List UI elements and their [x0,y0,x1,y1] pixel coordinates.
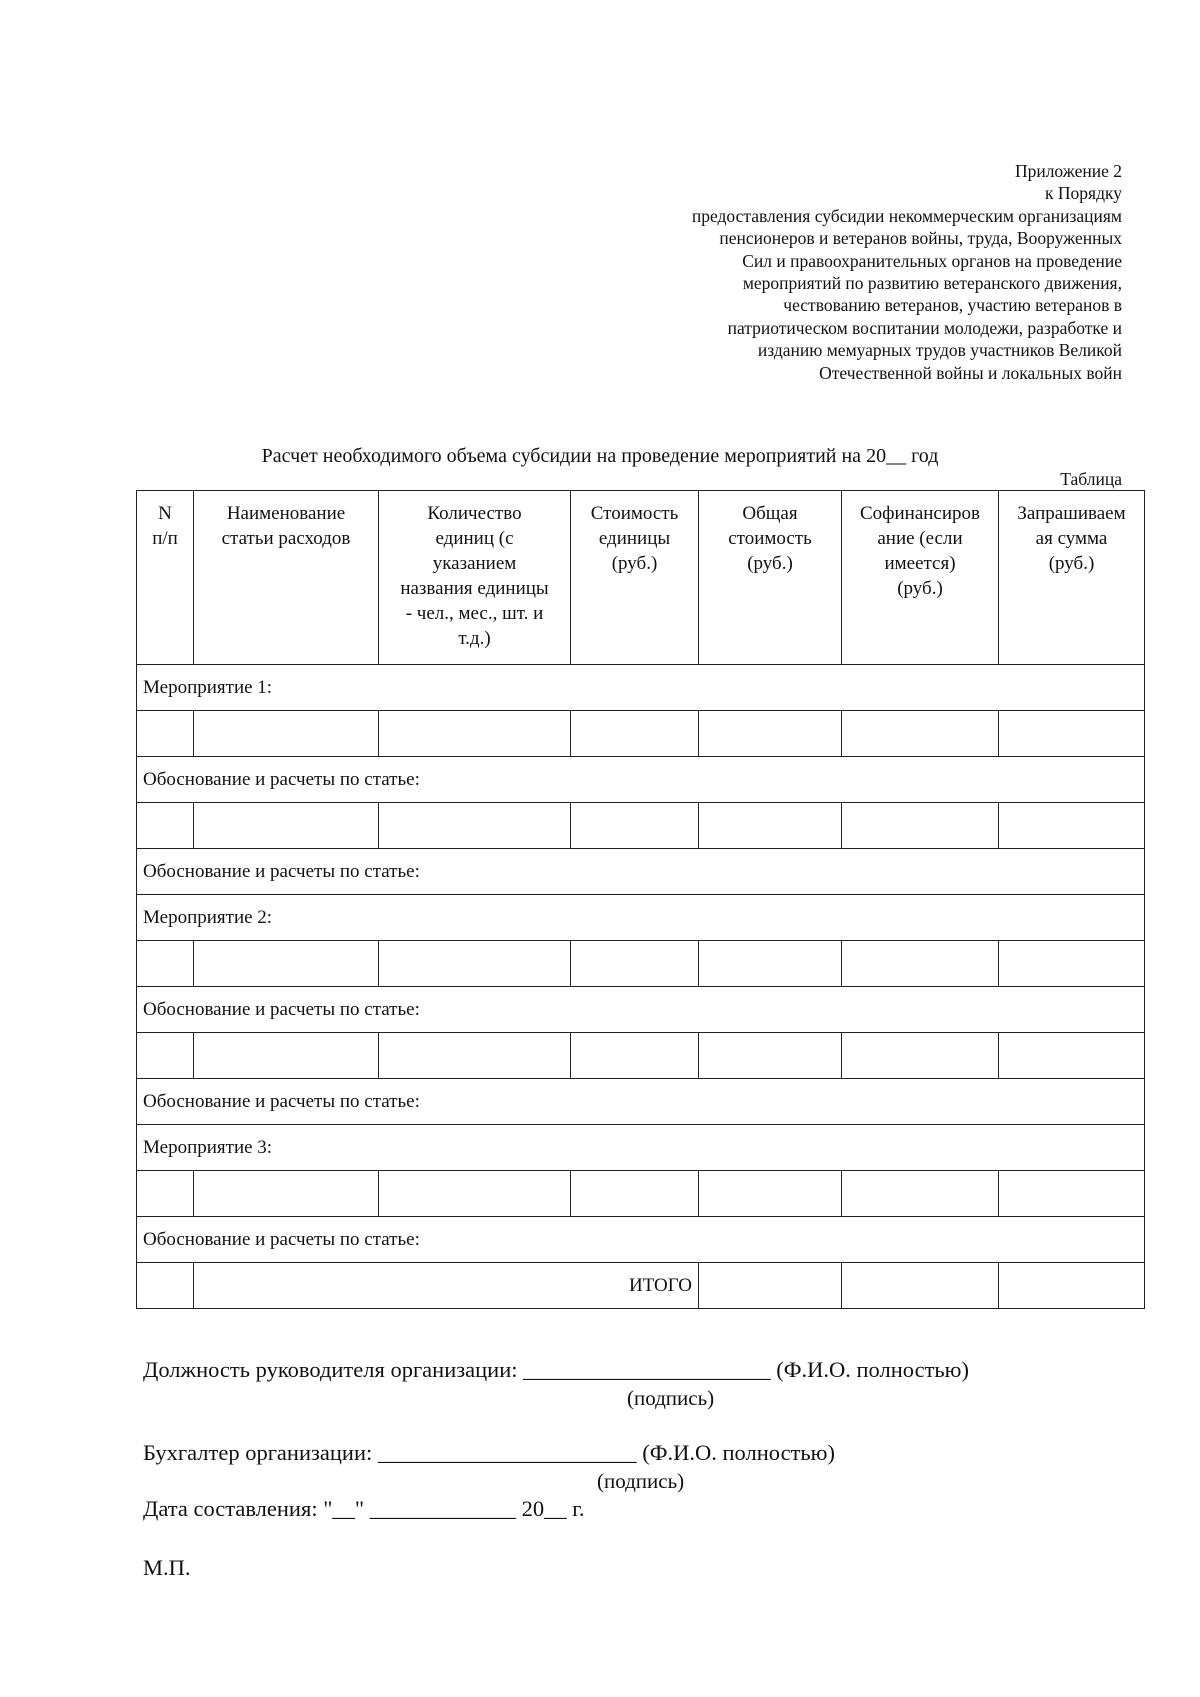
table-cell [842,711,999,757]
table-cell [699,1033,842,1079]
table-header-row [137,491,1145,665]
table-cell [379,1171,571,1217]
table-cell [842,941,999,987]
stamp-mark: М.П. [143,1555,191,1580]
table-row [137,1033,1145,1079]
table-body [137,665,1145,1309]
table-section-row [137,1217,1145,1263]
section-label: Обоснование и расчеты по статье: [137,1217,1145,1263]
section-label: Обоснование и расчеты по статье: [137,1079,1145,1125]
table-cell [137,803,194,849]
appendix-block [562,160,1122,384]
table-cell [194,711,379,757]
table-cell [842,1171,999,1217]
document-title: Расчет необходимого объема субсидии на проведение мероприятий на 20__ год [261,445,939,467]
budget-table [136,490,1145,1309]
section-label: Мероприятие 2: [137,895,1145,941]
section-label: Мероприятие 3: [137,1125,1145,1171]
appendix-line: предоставления субсидии некоммерческим организациям [691,205,1122,226]
section-label: Мероприятие 1: [137,665,1145,711]
table-cell [137,1033,194,1079]
table-section-row [137,1079,1145,1125]
table-total-row [137,1263,1145,1309]
appendix-line: мероприятий по развитию ветеранского движения, [742,273,1122,294]
table-cell [571,941,699,987]
table-cell [194,1033,379,1079]
appendix-line: изданию мемуарных трудов участников Великой [757,340,1122,361]
appendix-line: к Порядку [1045,183,1122,204]
table-cell [194,803,379,849]
table-cell [379,803,571,849]
appendix-line: Приложение 2 [1014,161,1122,181]
head-signature-caption: (подпись) [627,1386,715,1410]
date-line: Дата составления: "__" _____________ 20__ г. [143,1496,585,1521]
header-number: N п/п [137,491,194,665]
table-section-row [137,987,1145,1033]
table-cell [699,803,842,849]
accountant-signature-line: Бухгалтер организации: _______________________ (Ф.И.О. полностью) [143,1440,835,1465]
table-section-row [137,895,1145,941]
table-cell [842,1263,999,1309]
table-cell [379,1033,571,1079]
table-cell [842,1033,999,1079]
total-label: ИТОГО [194,1263,699,1309]
table-row [137,941,1145,987]
appendix-line: чествованию ветеранов, участию ветеранов в [783,295,1122,316]
header-quantity: Количество единиц (с указанием названия единицы - чел., мес., шт. и т.д.) [379,491,571,665]
header-requested-amount: Запрашиваем ая сумма (руб.) [999,491,1145,665]
table-cell [999,1171,1145,1217]
table-cell [194,1171,379,1217]
section-label: Обоснование и расчеты по статье: [137,849,1145,895]
table-section-row [137,757,1145,803]
table-cell [999,711,1145,757]
section-label: Обоснование и расчеты по статье: [137,987,1145,1033]
table-row [137,803,1145,849]
table-cell [699,1171,842,1217]
table-caption: Таблица [1060,469,1122,489]
section-label: Обоснование и расчеты по статье: [137,757,1145,803]
table-row [137,1171,1145,1217]
header-expense-name: Наименование статьи расходов [194,491,379,665]
table-cell [999,1263,1145,1309]
table-row [137,711,1145,757]
table-cell [999,1033,1145,1079]
table-cell [699,941,842,987]
header-unit-cost: Стоимость единицы (руб.) [571,491,699,665]
table-section-row [137,665,1145,711]
table-cell [842,803,999,849]
table-cell [699,1263,842,1309]
table-cell [571,711,699,757]
table-cell [137,941,194,987]
table-cell [137,1263,194,1309]
table-cell [137,1171,194,1217]
table-cell [999,941,1145,987]
header-total-cost: Общая стоимость (руб.) [699,491,842,665]
table-section-row [137,849,1145,895]
accountant-signature-caption: (подпись) [597,1469,685,1493]
appendix-line: Сил и правоохранительных органов на проведение [742,250,1122,271]
table-cell [571,1033,699,1079]
table-cell [379,711,571,757]
table-cell [999,803,1145,849]
table-cell [571,1171,699,1217]
table-section-row [137,1125,1145,1171]
table-cell [137,711,194,757]
table-cell [194,941,379,987]
appendix-line: Отечественной войны и локальных войн [819,362,1122,383]
table-cell [379,941,571,987]
table-cell [699,711,842,757]
appendix-line: пенсионеров и ветеранов войны, труда, Вооруженных [719,228,1122,249]
appendix-line: патриотическом воспитании молодежи, разработке и [727,317,1122,338]
table-cell [571,803,699,849]
head-signature-line: Должность руководителя организации: ______________________ (Ф.И.О. полностью) [143,1357,969,1382]
header-cofinancing: Софинансиров ание (если имеется) (руб.) [842,491,999,665]
